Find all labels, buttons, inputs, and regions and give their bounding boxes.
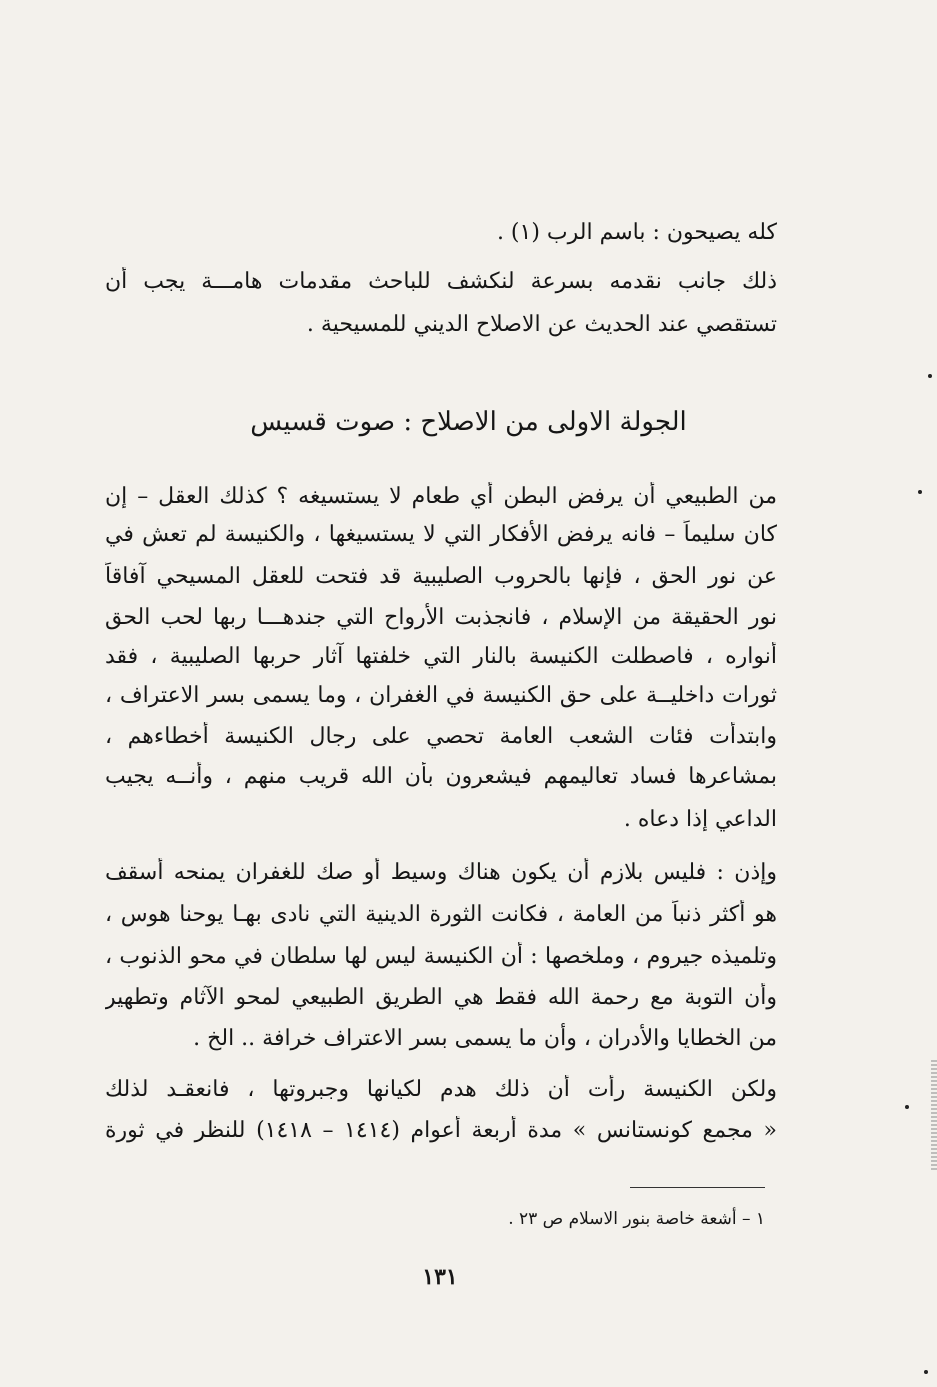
- scan-edge-mark: [931, 1060, 937, 1170]
- intro-line: ذلك جانب نقدمه بسرعة لنكشف للباحث مقدمات هامـــة يجب أن: [105, 269, 777, 294]
- footnote-divider: [630, 1187, 765, 1188]
- intro-line: تستقصي عند الحديث عن الاصلاح الديني للمسيحية .: [306, 312, 777, 337]
- paragraph-line: ولكن الكنيسة رأت أن ذلك هدم لكيانها وجبروتها ، فانعقـد لذلك: [105, 1077, 777, 1102]
- paragraph-line: ثورات داخليــة على حق الكنيسة في الغفران ، وما يسمى بسر الاعتراف ،: [105, 683, 777, 708]
- page-number: ١٣١: [422, 1264, 458, 1290]
- section-heading: الجولة الاولى من الاصلاح : صوت قسيس: [250, 407, 687, 437]
- paragraph-line: وإذن : فليس بلازم أن يكون هناك وسيط أو صك للغفران يمنحه أسقف: [105, 860, 777, 885]
- paragraph-line: هو أكثر ذنباً من العامة ، فكانت الثورة الدينية التي نادى بهـا يوحنا هوس ،: [105, 902, 777, 927]
- scan-speck: [924, 1370, 928, 1374]
- paragraph-line: من الخطايا والأدران ، وأن ما يسمى بسر الاعتراف خرافة .. الخ .: [193, 1026, 777, 1051]
- paragraph-line: « مجمع كونستانس » مدة أربعة أعوام (١٤١٤ – ١٤١٨) للنظر في ثورة: [105, 1118, 777, 1143]
- paragraph-line: من الطبيعي أن يرفض البطن أي طعام لا يستسيغه ؟ كذلك العقل – إن: [105, 484, 777, 509]
- paragraph-line: أنواره ، فاصطلت الكنيسة بالنار التي خلفتها آثار حربها الصليبية ، فقد: [105, 644, 777, 669]
- paragraph-line: وأن التوبة مع رحمة الله فقط هي الطريق الطبيعي لمحو الآثام وتطهير: [105, 985, 777, 1010]
- paragraph-line: وابتدأت فئات الشعب العامة تحصي على رجال الكنيسة أخطاءهم ،: [105, 724, 777, 749]
- paragraph-line: نور الحقيقة من الإسلام ، فانجذبت الأرواح التي جندهـــا ربها لحب الحق: [105, 605, 777, 630]
- scan-speck: [928, 374, 932, 378]
- intro-line: كله يصيحون : باسم الرب (١) .: [496, 220, 777, 245]
- scan-speck: [918, 490, 922, 494]
- footnote: ١ – أشعة خاصة بنور الاسلام ص ٢٣ .: [508, 1209, 765, 1229]
- paragraph-line: عن نور الحق ، فإنها بالحروب الصليبية قد فتحت للعقل المسيحي آفاقاً: [105, 564, 777, 589]
- scan-speck: [905, 1105, 909, 1109]
- paragraph-line: الداعي إذا دعاه .: [623, 807, 777, 832]
- paragraph-line: كان سليماً – فانه يرفض الأفكار التي لا يستسيغها ، والكنيسة لم تعش في: [105, 522, 777, 547]
- paragraph-line: بمشاعرها فساد تعاليمهم فيشعرون بأن الله قريب منهم ، وأنــه يجيب: [105, 764, 777, 789]
- paragraph-line: وتلميذه جيروم ، وملخصها : أن الكنيسة ليس لها سلطان في محو الذنوب ،: [105, 944, 777, 969]
